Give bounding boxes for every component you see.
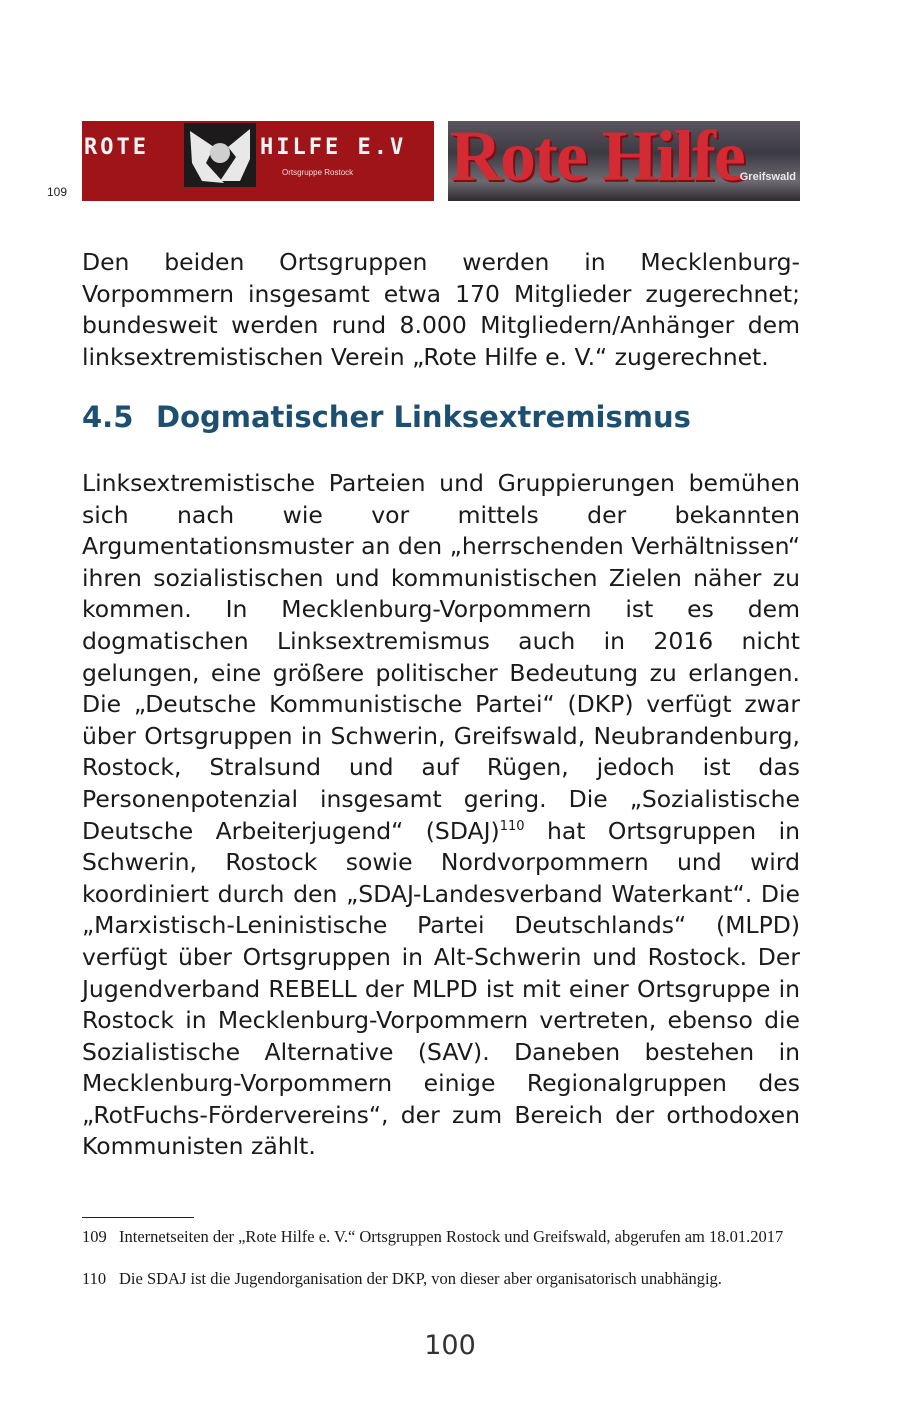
section-heading (82, 400, 691, 434)
paragraph-main (82, 468, 800, 1163)
footnote-110 (82, 1269, 800, 1289)
footnote-ref-110: 110 (499, 818, 525, 834)
paragraph-main-part-2: hat Ortsgruppen in Schwerin, Rostock sowie Nordvorpommern und wird koordiniert durch den „SDAJ-Landesverband Waterkant“. Die „Marxistisch-Leninistische Partei Deutschlands“ (MLPD) verfügt über Ortsgruppen in Alt-Schwerin und Rostock. Der Jugendverband REBELL der MLPD ist mit einer Ortsgruppe in Rostock in Mecklenburg-Vorpommern vertreten, ebenso die Sozialistische Alternative (SAV). Daneben bestehen in Mecklenburg-Vorpommern einige Regionalgruppen des „RotFuchs-Fördervereins“, der zum Bereich der orthodoxen Kommunisten zählt. (82, 816, 800, 1161)
section-number: 4.5 (82, 400, 134, 434)
figure-footnote-ref: 109 (47, 185, 68, 199)
paragraph-intro: Den beiden Ortsgruppen werden in Mecklenburg-Vorpommern insgesamt etwa 170 Mitglieder zugerechnet; bundesweit werden rund 8.000 Mitgliedern/Anhänger dem linksextremistischen Verein „Rote Hilfe e. V.“ zugerechnet. (82, 248, 800, 371)
paragraph-main-part-1: Linksextremistische Parteien und Gruppierungen bemühen sich nach wie vor mittels der bekannten Argumentationsmuster an den „herrschenden Verhältnissen“ ihren sozialistischen und kommunistischen Zielen näher zu kommen. In Mecklenburg-Vorpommern ist es dem dogmatischen Linksextremismus auch in 2016 nicht gelungen, eine größere politischer Bedeutung zu erlangen. Die „Deutsche Kommunistische Partei“ (DKP) verfügt zwar über Ortsgruppen in Schwerin, Greifswald, Neubrandenburg, Rostock, Stralsund und auf Rügen, jedoch ist das Personenpotenzial insgesamt gering. Die „Sozialistische Deutsche Arbeiterjugend“ (SDAJ) (82, 469, 800, 845)
rote-hilfe-rostock-logo (82, 121, 434, 201)
logo-left-subtitle: Ortsgruppe Rostock (282, 168, 354, 177)
footnote-109 (82, 1227, 800, 1247)
footnote-number: 110 (82, 1269, 107, 1288)
footnote-text: Internetseiten der „Rote Hilfe e. V.“ Ortsgruppen Rostock und Greifswald, abgerufen am 18.01.2017 (119, 1227, 784, 1246)
page-number: 100 (424, 1330, 476, 1361)
raised-fist-emblem-icon (184, 123, 256, 187)
footnote-separator (82, 1217, 194, 1218)
logo-right-subtitle: Greifswald (739, 171, 796, 183)
logo-left-text-b: HILFE E.V (260, 135, 407, 160)
rote-hilfe-greifswald-logo (448, 121, 800, 201)
logo-left-text-a: ROTE (84, 135, 149, 160)
footnote-text: Die SDAJ ist die Jugendorganisation der DKP, von dieser aber organisatorisch unabhängig. (119, 1269, 722, 1288)
logo-right-text: Rote Hilfe (450, 121, 744, 196)
section-title: Dogmatischer Linksextremismus (156, 400, 691, 434)
footnote-number: 109 (82, 1227, 107, 1246)
